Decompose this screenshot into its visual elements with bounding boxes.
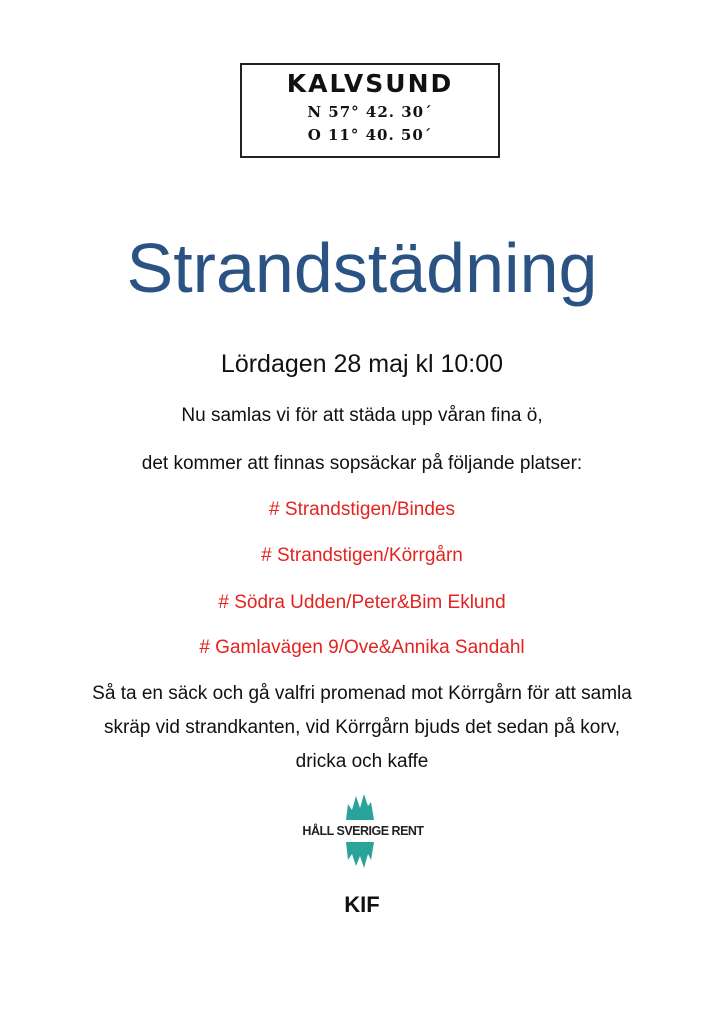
logo-top-shape (346, 794, 374, 820)
intro-line: det kommer att finnas sopsäckar på följande platser: (141, 453, 583, 474)
page-title: Strandstädning (126, 229, 598, 307)
outro-line: dricka och kaffe (295, 751, 429, 772)
signature: KIF (344, 892, 380, 917)
location-item: # Strandstigen/Körrgårn (261, 545, 463, 566)
outro-line: Så ta en säck och gå valfri promenad mot Körrgårn för att samla (92, 683, 632, 704)
location-stamp-box (240, 63, 500, 158)
latitude: N 57° 42. 30´ (307, 103, 433, 121)
outro-line: skräp vid strandkanten, vid Körrgårn bjuds det sedan på korv, (103, 717, 621, 738)
logo-bottom-shape (346, 842, 374, 868)
intro-line: Nu samlas vi för att städa upp våran fina ö, (181, 405, 543, 426)
location-item: # Södra Udden/Peter&Bim Eklund (218, 592, 506, 613)
longitude: O 11° 40. 50´ (307, 126, 433, 144)
event-date: Lördagen 28 maj kl 10:00 (220, 350, 504, 378)
logo-text: HÅLL SVERIGE RENT (302, 824, 424, 838)
hall-sverige-rent-logo (296, 794, 431, 868)
location-item: # Gamlavägen 9/Ove&Annika Sandahl (199, 637, 525, 658)
place-name: KALVSUND (286, 69, 454, 98)
location-item: # Strandstigen/Bindes (269, 499, 455, 520)
